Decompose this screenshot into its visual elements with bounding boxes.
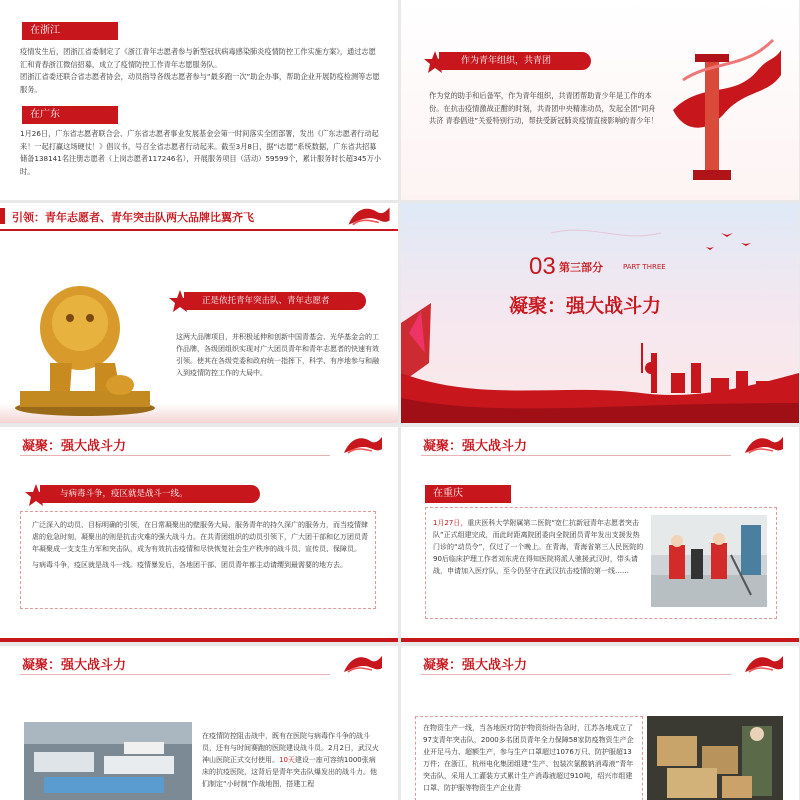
huoshenshan-hospital-photo — [24, 722, 192, 800]
header-flag-icon — [743, 652, 785, 676]
chongqing-paragraph — [433, 517, 645, 577]
tag-chongqing: 在重庆 — [425, 485, 511, 503]
slide-supplies-production — [401, 646, 799, 800]
frontline-p1: 广泛深入的动员、目标明确的引领，在日常凝聚出的壁服务大局、服务青年的持久深广的服务力，而当疫情肆虐的危急时刻，凝聚出的则是抗击灾难的强大战斗力。在共青团组织的动员引领下，广大团干部和亿万团员青年凝聚成一支支生力军和突击队，成为有效抗击疫情和尽快恢复社会生产秩序的战斗员、宣传员、保障员。 — [32, 521, 368, 553]
header-flag-icon — [743, 433, 785, 457]
guangdong-paragraph: 1月26日，广东省志愿者联合会、广东省志愿者事业发展基金会第一时间落实全团部署，发出《广东志愿者行动起来！一起打赢这场硬仗！》倡议书，号召全省志愿者行动起来。截至3月8日，据“i志愿”系统数据，广东省共招募储备138141名注册志愿者（上岗志愿者117246名），开展服务项目（活动）59599个，累计服务时长超345万小时。 — [20, 129, 381, 176]
slide5-title: 凝聚：强大战斗力 — [22, 439, 127, 454]
youth-org-banner: 作为青年组织，共青团 — [439, 52, 591, 70]
tag-guangdong: 在广东 — [22, 106, 118, 124]
tag-zhejiang: 在浙江 — [22, 22, 118, 40]
zhejiang-p1: 疫情发生后，团浙江省委制定了《浙江青年志愿者参与新型冠状病毒感染肺炎疫情防控工作实施方案》，通过志愿汇和青春浙江微信招募，成立了疫情防控工作青年志愿服务队。 — [20, 47, 376, 69]
slide-frontline — [0, 427, 398, 642]
brands-banner: 正是依托青年突击队、青年志愿者 — [184, 292, 366, 310]
frontline-paragraph — [32, 519, 372, 571]
slide8-header — [401, 646, 799, 680]
frontline-p2: 与病毒斗争，疫区就是战斗一线。疫情暴发后，各地团干部、团员青年都主动请缨到最需要的地方去。 — [32, 561, 347, 569]
frontline-banner: 与病毒斗争，疫区就是战斗一线。 — [40, 485, 260, 503]
hospital-paragraph — [202, 730, 382, 790]
zhejiang-p2: 团浙江省委还联合省志愿者协会，动员指导各级志愿者参与“最多跑一次”助企办事，帮助企业开展防疫检测等志愿服务。 — [20, 72, 380, 94]
slide5-header — [0, 427, 398, 461]
hospital-highlight: 10天 — [279, 756, 295, 764]
slide-two-brands — [0, 203, 398, 423]
slide6-header — [401, 427, 799, 461]
slide8-title: 凝聚：强大战斗力 — [423, 658, 528, 673]
part-label-en: PART THREE — [623, 263, 666, 271]
part-label: 第三部分 — [559, 261, 603, 274]
header-flag-icon — [340, 203, 398, 229]
slide-hospital-construction — [0, 646, 398, 800]
warehouse-boxes-photo — [647, 716, 783, 800]
slide-part-three-cover — [401, 203, 799, 423]
slide6-title: 凝聚：强大战斗力 — [423, 439, 528, 454]
zhejiang-paragraph — [20, 46, 382, 96]
slide3-heading: 引领：青年志愿者、青年突击队两大品牌比翼齐飞 — [12, 211, 254, 224]
part-number: 03 — [529, 253, 556, 280]
volunteers-disinfecting-photo — [651, 515, 767, 607]
slide-chongqing — [401, 427, 799, 642]
youth-org-paragraph: 作为党的助手和后备军，作为青年组织，共青团帮助青少年是工作的本份。在抗击疫情激战正酣的时刻，共青团中央精准动员，发起全团“同舟共济 青春倡进”关爱特别行动，帮扶受新冠肺炎疫情直接影响的青少年！ — [429, 91, 658, 125]
slide7-title: 凝聚：强大战斗力 — [22, 658, 127, 673]
slide-youth-organization — [401, 0, 799, 200]
brands-paragraph: 这两大品牌项目，并积极延伸和创新中国青基会、光华基金会的工作品牌，各级团组织实现对广大团员青年和青年志愿者的快速有效引领。使其在各级党委和政府统一指挥下，科学、有序地参与和融入到疫情防控工作的大局中。 — [176, 333, 379, 377]
part-title: 凝聚：强大战斗力 — [509, 295, 662, 317]
header-flag-icon — [342, 433, 384, 457]
chongqing-text: 重庆医科大学附属第二医院“宽仁抗新冠青年志愿者突击队”正式组建完成，而此时距离院团委向全院团员青年发出支援发热门诊的“动员令”，仅过了一个晚上。在青海，青海省第三人民医院的90后临床护理工作者刘东虎在得知医院将派人驰援武汉时，带头请战，申请加入医疗队，至今仍坚守在武汉抗击疫情的第一线…… — [433, 519, 644, 575]
slide-zhejiang-guangdong — [0, 0, 398, 200]
hospital-text-a: 在疫情防控阻击战中，既有在医院与病毒作斗争的战斗员，还有与时间赛跑的医院建设战斗员。2月2日，武汉火神山医院正式交付使用。 — [202, 732, 379, 764]
slide7-header — [0, 646, 398, 680]
hospital-text-b: 建设一座可容纳1000张病床的抗疫医院，这背后是青年突击队爆发出的战斗力。他们制定“小时制”作战地图，搭建工程 — [202, 756, 377, 788]
chongqing-date: 1月27日， — [433, 519, 468, 527]
header-flag-icon — [342, 652, 384, 676]
huabiao-ribbon-icon — [663, 20, 783, 190]
supplies-paragraph: 在物资生产一线，当各地医疗防护物资纷纷告急时，江苏各地成立了97支青年突击队，2000多名团员青年全力保障58家防疫物资生产企业开足马力、超额生产，参与生产口罩超过1076万只、防护服超13万件；在浙江，杭州电化集团组建“生产、包装次氯酸钠消毒液”青年突击队，采用人工灌装方式累计生产消毒液超过910吨，绍兴市组建口罩、防护服等物资生产企业青 — [423, 724, 634, 792]
stone-lion-image — [10, 273, 160, 418]
